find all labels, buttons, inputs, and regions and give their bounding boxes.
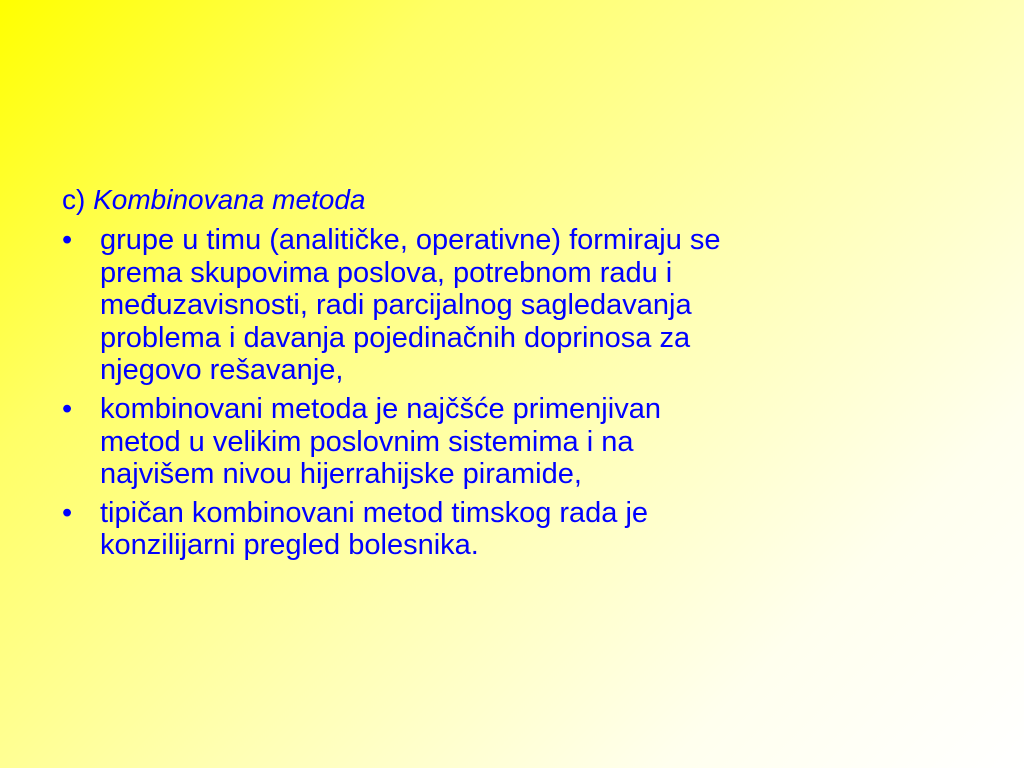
list-item (62, 224, 982, 387)
bullet-line: međuzavisnosti, radi parcijalnog sagledavanja (100, 289, 692, 322)
bullet-icon: • (62, 496, 73, 529)
slide-content (62, 182, 982, 568)
bullet-line: najvišem nivou hijerrahijske piramide, (100, 458, 582, 491)
list-item (62, 497, 982, 562)
bullet-line: metod u velikim poslovnim sistemima i na (100, 425, 634, 458)
bullet-line: grupe u timu (analitičke, operativne) formiraju se (100, 224, 721, 256)
bullet-line: prema skupovima poslova, potrebnom radu i (100, 256, 673, 289)
bullet-line: tipičan kombinovani metod timskog rada je (100, 496, 649, 529)
bullet-line: njegovo rešavanje, (100, 354, 344, 387)
bullet-icon: • (62, 224, 73, 256)
bullet-line: kombinovani metoda je najčšće primenjivan (100, 392, 661, 425)
heading-title: Kombinovana metoda (93, 184, 366, 215)
bullet-line: problema i davanja pojedinačnih doprinosa za (100, 321, 691, 354)
list-item (62, 393, 982, 491)
bullet-list (62, 224, 982, 562)
section-heading (62, 182, 982, 218)
bullet-line: konzilijarni pregled bolesnika. (100, 529, 479, 562)
bullet-icon: • (62, 392, 73, 425)
heading-prefix: c) (62, 184, 86, 215)
